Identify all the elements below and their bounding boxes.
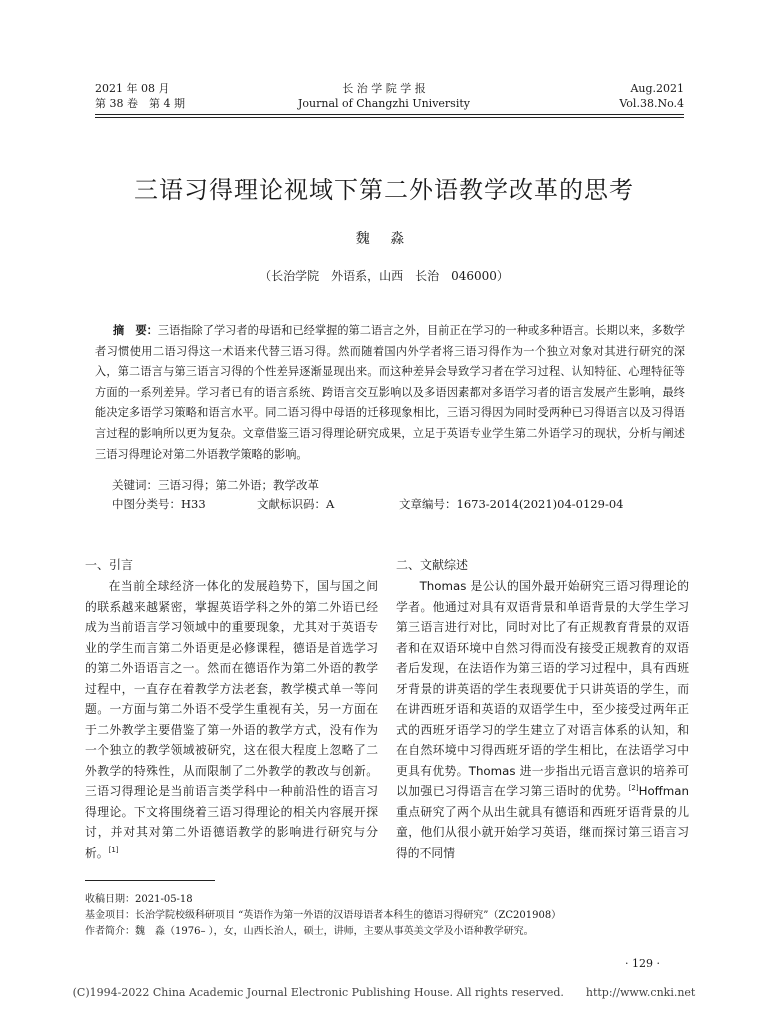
keywords <box>112 476 682 494</box>
footnote-author-bio: 作者简介：魏 淼（1976– ），女，山西长治人，硕士，讲师，主要从事英美文学及小语种教学研究。 <box>85 926 534 937</box>
journal-date-volume-en <box>619 81 684 111</box>
article-title: 三语习得理论视域下第二外语教学改革的思考 <box>134 176 634 204</box>
section-body-introduction <box>85 576 378 863</box>
article-author: 魏 淼 <box>355 231 413 247</box>
page-number: · 129 · <box>625 957 660 970</box>
header-volume-en: Vol.38.No.4 <box>619 97 684 110</box>
abstract <box>95 321 685 465</box>
article-number <box>399 495 623 513</box>
footnote-received: 收稿日期：2021-05-18 <box>85 894 193 905</box>
classification-line <box>112 495 682 513</box>
author-affiliation: （长治学院 外语系，山西 长治 046000） <box>259 269 509 283</box>
citation-1: [1] <box>108 845 119 854</box>
abstract-label: 摘 要： <box>113 324 158 337</box>
section-heading-introduction: 一、引言 <box>85 558 134 572</box>
doc-label: 文献标识码： <box>257 497 326 511</box>
literature-text-b: Hoffman 重点研究了两个从出生就具有德语和西班牙语背景的儿童，他们从很小就开始学习英语，继而探讨第三语言习得的不同情 <box>396 784 689 860</box>
keywords-text: 三语习得；第二外语；教学改革 <box>158 478 319 492</box>
footnote-rule <box>85 880 215 881</box>
header-rule-top <box>95 114 684 115</box>
keywords-label: 关键词： <box>112 478 158 492</box>
citation-2: [2] <box>628 784 639 793</box>
header-date-en: Aug.2021 <box>630 82 684 95</box>
section-body-literature-review <box>396 576 689 863</box>
doc-value: A <box>326 497 335 511</box>
introduction-text: 在当前全球经济一体化的发展趋势下，国与国之间的联系越来越紧密，掌握英语学科之外的第二外语已经成为当前语言学习领域中的重要现象，尤其对于英语专业的学生而言第二外语更是必修课程，德语是首选学习的第二外语语言之一。然而在德语作为第二外语的教学过程中，一直存在着教学方法老套，教学模式单一等问题。一方面与第二外语不受学生重视有关，另一方面在于二外教学主要借鉴了第一外语的教学方式，没有作为一个独立的教学领域被研究，这在很大程度上忽略了二外教学的特殊性，从而限制了二外教学的教改与创新。三语习得理论是当前语言类学科中一种前沿性的语言习得理论。下文将围绕着三语习得理论的相关内容展开探讨，并对其对第二外语德语教学的影响进行研究与分析。 <box>85 579 378 860</box>
literature-text-a: Thomas 是公认的国外最开始研究三语习得理论的学者。他通过对具有双语背景和单语背景的大学生学习第三语言进行对比，同时对比了有正规教育背景的双语者和在双语环境中自然习得而没有接受正规教育的双语者后发现，在法语作为第三语的学习过程中，具有西班牙背景的讲英语的学生表现要优于只讲英语的学生，而在讲西班牙语和英语的双语学生中，至少接受过两年正式的西班牙语学习的学生建立了对语言体系的认知，和在自然环境中习得西班牙语的学生相比，在法语学习中更具有优势。Thomas 进一步指出元语言意识的培养可以加强已习得语言在学习第三语时的优势。 <box>396 579 689 798</box>
clc-value: H33 <box>181 497 206 511</box>
header-date: 2021 年 08 月 <box>95 82 170 95</box>
article-value: 1673-2014(2021)04-0129-04 <box>456 497 624 511</box>
article-label: 文章编号： <box>399 497 457 511</box>
header-volume: 第 38 卷 第 4 期 <box>95 97 185 110</box>
copyright-notice: (C)1994-2022 China Academic Journal Electronic Publishing House. All rights reserved. http://www.cnki.net <box>72 986 696 999</box>
header-rule-bottom <box>95 117 684 118</box>
doc-code <box>257 495 399 513</box>
footnote-fund: 基金项目：长治学院校级科研项目 “英语作为第一外语的汉语母语者本科生的德语习得研究”（ZC201908） <box>85 910 562 921</box>
section-heading-literature-review: 二、文献综述 <box>396 558 469 572</box>
journal-name-en: Journal of Changzhi University <box>298 97 470 110</box>
journal-name-cn: 长 治 学 院 学 报 <box>342 82 426 95</box>
clc-label: 中图分类号： <box>112 497 181 511</box>
clc-code <box>112 495 257 513</box>
abstract-text: 三语指除了学习者的母语和已经掌握的第二语言之外，目前正在学习的一种或多种语言。长期以来，多数学者习惯使用二语习得这一术语来代替三语习得。然而随着国内外学者将三语习得作为一个独立对象对其进行研究的深入，第二语言与第三语言习得的个性差异逐渐显现出来。而这种差异会导致学习者在学习过程、认知特征、心理特征等方面的一系列差异。学习者已有的语言系统、跨语言交互影响以及多语因素都对多语学习者的语言发展产生影响，最终能决定多语学习策略和语言水平。同二语习得中母语的迁移现象相比，三语习得因为同时受两种已习得语言以及习得语言过程的影响所以更为复杂。文章借鉴三语习得理论研究成果，立足于英语专业学生第二外语学习的现状，分析与阐述三语习得理论对第二外语教学策略的影响。 <box>95 324 685 461</box>
